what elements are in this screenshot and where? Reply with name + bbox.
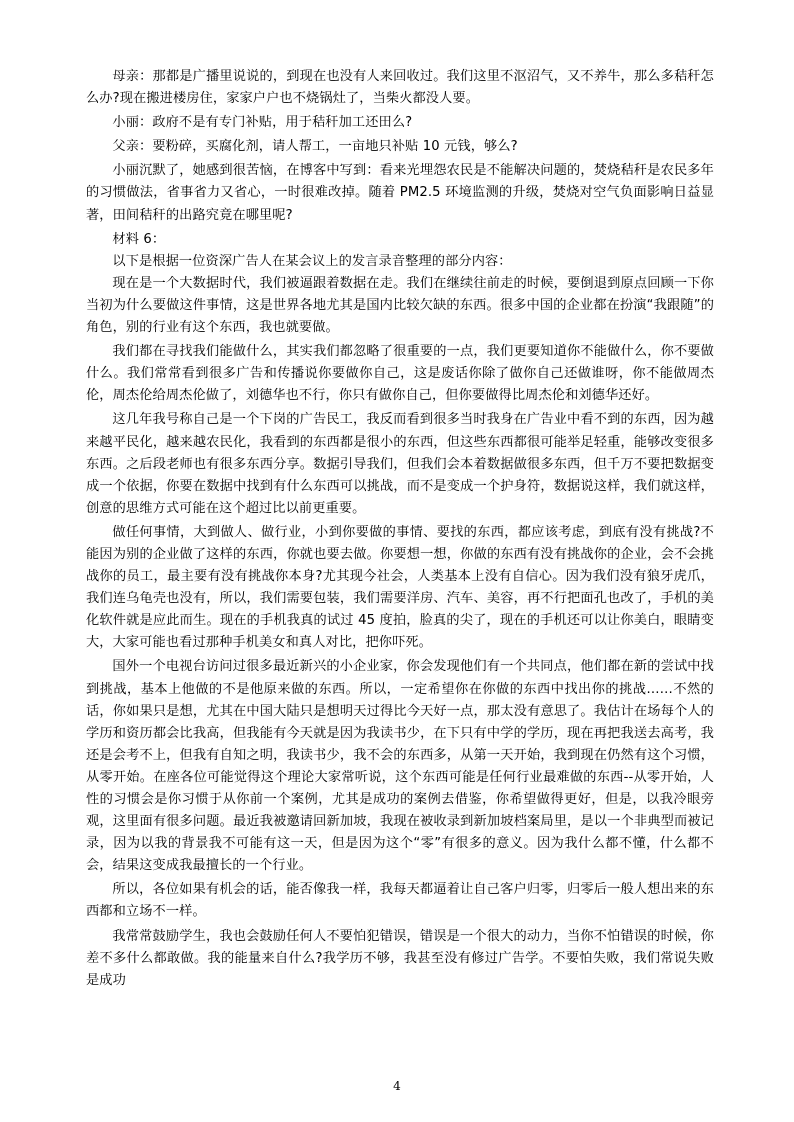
dialogue-father: 父亲：要粉碎，买腐化剂，请人帮工，一亩地只补贴 10 元钱，够么?	[112, 139, 518, 155]
material-6-intro: 以下是根据一位资深广告人在某会议上的发言录音整理的部分内容：	[112, 253, 512, 269]
material-6-heading: 材料 6：	[112, 231, 166, 247]
xiaoli-blog-paragraph: 小丽沉默了，她感到很苦恼，在博客中写到：看来光埋怨农民是不能解决问题的，焚烧秸秆是农民多年的习惯做法，省事省力又省心，一时很难改掉。随着 PM2.5 环境监测的升级，焚烧对空气负面影响日益显著，田间秸秆的出路究竟在哪里呢?	[86, 163, 714, 223]
speech-paragraph-7: 我常常鼓励学生，我也会鼓励任何人不要怕犯错误，错误是一个很大的动力，当你不怕错误的时候，你差不多什么都敢做。我的能量来自什么?我学历不够，我甚至没有修过广告学。不要怕失败，我们常说失败是成功	[86, 928, 714, 988]
speech-paragraph-6: 所以，各位如果有机会的话，能否像我一样，我每天都逼着让自己客户归零，归零后一般人想出来的东西都和立场不一样。	[86, 882, 714, 920]
document-body	[86, 66, 714, 994]
speech-paragraph-5: 国外一个电视台访问过很多最近新兴的小企业家，你会发现他们有一个共同点，他们都在新的尝试中找到挑战，基本上他做的不是他原来做的东西。所以，一定希望你在你做的东西中找出你的挑战……不然的话，你如果只是想，尤其在中国大陆只是想明天过得比今天好一点，那太没有意思了。我估计在场每个人的学历和资历都会比我高，但我能有今天就是因为我读书少，在下只有中学的学历，现在再把我送去高考，我还是会考不上，但我有自知之明，我读书少，我不会的东西多，从第一天开始，我到现在仍然有这个习惯，从零开始。在座各位可能觉得这个理论大家常听说，这个东西可能是任何行业最难做的东西--从零开始，人性的习惯会是你习惯于从你前一个案例，尤其是成功的案例去借鉴，你希望做得更好，但是，以我冷眼旁观，这里面有很多问题。最近我被邀请回新加坡，我现在被收录到新加坡档案局里，是以一个非典型而被记录，因为以我的背景我不可能有这一天，但是因为这个“零”有很多的意义。因为我什么都不懂，什么都不会，结果这变成我最擅长的一个行业。	[86, 659, 714, 874]
speech-paragraph-4: 做任何事情，大到做人、做行业，小到你要做的事情、要找的东西，都应该考虑，到底有没有挑战?不能因为别的企业做了这样的东西，你就也要去做。你要想一想，你做的东西有没有挑战你的企业，会不会挑战你的员工，最主要有没有挑战你本身?尤其现今社会，人类基本上没有自信心。因为我们没有狼牙虎爪，我们连乌龟壳也没有，所以，我们需要包装，我们需要洋房、汽车、美容，再不行把面孔也改了，手机的美化软件就是应此而生。现在的手机我真的试过 45 度拍，脸真的尖了，现在的手机还可以让你美白，眼睛变大，大家可能也看过那种手机美女和真人对比，把你吓死。	[86, 524, 714, 651]
dialogue-mother: 母亲：那都是广播里说说的，到现在也没有人来回收过。我们这里不沤沼气，又不养牛，那么多秸秆怎么办?现在搬进楼房住，家家户户也不烧锅灶了，当柴火都没人要。	[86, 69, 714, 107]
dialogue-xiaoli: 小丽：政府不是有专门补贴，用于秸秆加工还田么?	[112, 115, 413, 131]
speech-paragraph-3: 这几年我号称自己是一个下岗的广告民工，我反而看到很多当时我身在广告业中看不到的东西，因为越来越平民化，越来越农民化，我看到的东西都是很小的东西，但这些东西都很可能举足轻重，能够改变很多东西。之后段老师也有很多东西分享。数据引导我们，但我们会本着数据做很多东西，但千万不要把数据变成一个依据，你要在数据中找到有什么东西可以挑战，而不是变成一个护身符，数据说这样，我们就这样，创意的思维方式可能在这个超过比以前更重要。	[86, 412, 714, 516]
speech-paragraph-2: 我们都在寻找我们能做什么，其实我们都忽略了很重要的一点，我们更要知道你不能做什么，你不要做什么。我们常常看到很多广告和传播说你要做你自己，这是废话你除了做你自己还做谁呀，你不能做周杰伦，周杰伦给周杰伦做了，刘德华也不行，你只有做你自己，但你要做得比周杰伦和刘德华还好。	[86, 344, 714, 404]
page-number: 4	[393, 1079, 401, 1093]
speech-paragraph-1: 现在是一个大数据时代，我们被逼跟着数据在走。我们在继续往前走的时候，要倒退到原点回顾一下你当初为什么要做这件事情，这是世界各地尤其是国内比较欠缺的东西。很多中国的企业都在扮演“我跟随”的角色，别的行业有这个东西，我也就要做。	[86, 275, 714, 336]
